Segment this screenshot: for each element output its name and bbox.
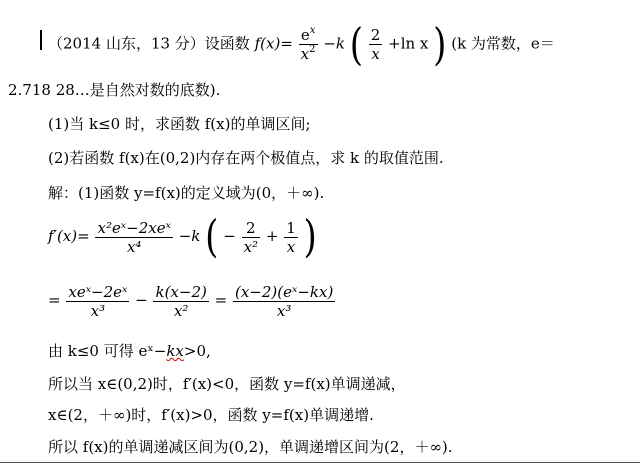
derivative-fraction-1: $\frac{\text{x²eˣ−2xeˣ}}{\text{x⁴}}$ <box>97 218 171 256</box>
fraction-2-over-x2: $\frac{2}{\text{x²}}$ <box>243 218 259 256</box>
derivative-line-1 <box>48 211 317 263</box>
derivative-line-2 <box>48 280 336 320</box>
derivative-minus-k: −k <box>178 227 201 245</box>
solution-domain: 解：(1)函数 y=f(x)的定义域为(0，＋∞). <box>48 184 325 202</box>
right-paren: ) <box>433 18 447 71</box>
equals-sign: = <box>280 34 293 53</box>
question-2: (2)若函数 f(x)在(0,2)内存在两个极值点，求 k 的取值范围. <box>48 149 444 167</box>
fraction-xex: $\frac{\text{xeˣ−2eˣ}}{\text{x³}}$ <box>68 282 128 320</box>
text-cursor <box>40 30 42 50</box>
left-paren: ( <box>349 18 364 71</box>
left-paren-2: ( <box>205 211 219 263</box>
solution-step-5: x∈(2，＋∞)时，f′(x)>0，函数 y=f(x)单调递增. <box>48 406 374 424</box>
minus-2: − <box>135 291 148 309</box>
fraction-1-over-x: $\frac{1}{x}$ <box>286 218 296 256</box>
question-1: (1)当 k≤0 时，求函数 f(x)的单调区间; <box>48 115 311 133</box>
spellcheck-kx: kx <box>166 342 184 360</box>
bottom-rule <box>0 462 640 463</box>
inner-plus: + <box>265 227 279 245</box>
derivative-lhs: f′(x)= <box>48 227 90 245</box>
equals-3: = <box>214 291 228 309</box>
fraction-kx: $\frac{k(x-2)}{\text{x²}}$ <box>155 282 207 320</box>
right-paren-2: ) <box>303 211 317 263</box>
minus-k: −k <box>323 34 345 53</box>
fraction-2-over-x: $\frac{2}{x}$ <box>370 26 381 63</box>
problem-line-2: 2.718 28…是自然对数的底数). <box>8 81 221 99</box>
problem-tail: (k 为常数，e＝ <box>451 34 555 53</box>
problem-line-1 <box>48 18 555 71</box>
solution-step-6: 所以 f(x)的单调递减区间为(0,2)，单调递增区间为(2，＋∞). <box>48 438 453 456</box>
inner-minus: − <box>223 227 236 245</box>
equals-2: = <box>48 291 61 309</box>
solution-step-3: 由 k≤0 可得 eˣ−kx>0, <box>48 342 211 360</box>
plus-ln-x: +ln x <box>388 34 429 53</box>
fraction-ex-over-x2: $\frac{e^x}{x^2}$ <box>300 25 316 63</box>
problem-intro: （2014 山东，13 分）设函数 <box>48 34 250 53</box>
solution-step-4: 所以当 x∈(0,2)时，f′(x)<0，函数 y=f(x)单调递减， <box>48 375 406 393</box>
fraction-final: $\frac{\text{(x−2)(eˣ−kx)}}{\text{x³}}$ <box>235 282 334 320</box>
function-name: f(x) <box>254 34 281 53</box>
